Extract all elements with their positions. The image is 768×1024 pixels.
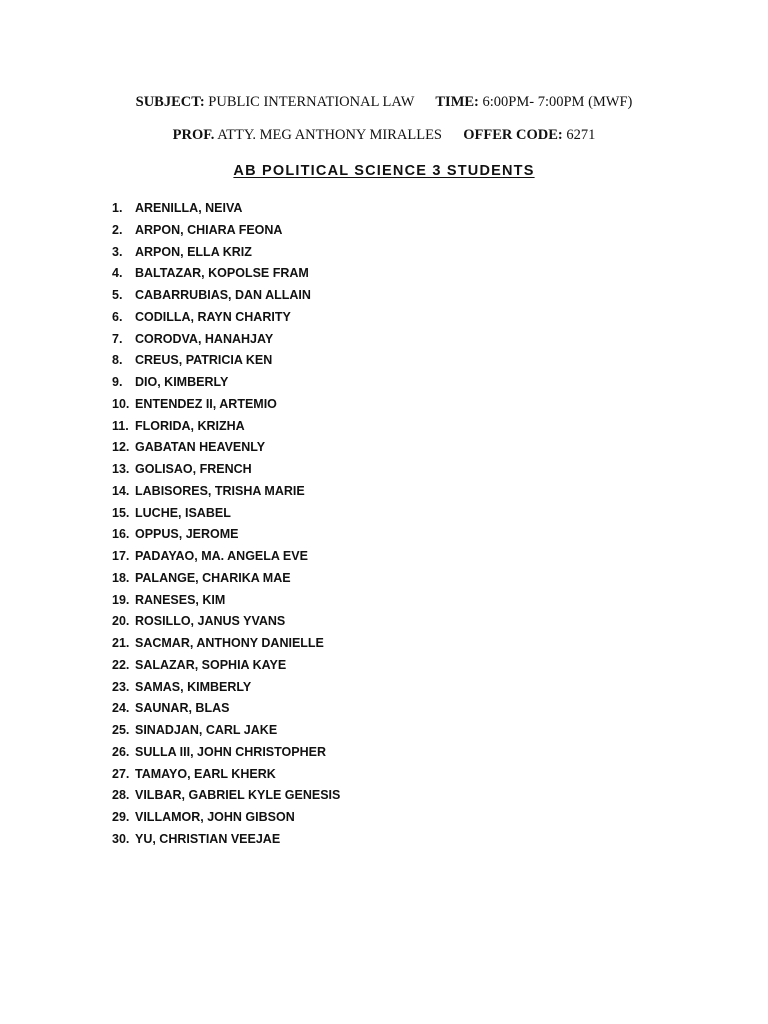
student-list-item bbox=[112, 395, 340, 417]
student-number: 27. bbox=[112, 766, 130, 781]
student-name: DIO, KIMBERLY bbox=[135, 375, 229, 389]
subject-time-line bbox=[0, 94, 768, 111]
student-number: 15. bbox=[112, 505, 130, 520]
student-list bbox=[112, 199, 340, 852]
student-number: 29. bbox=[112, 810, 130, 824]
student-name: YU, CHRISTIAN VEEJAE bbox=[135, 831, 281, 846]
student-list-item bbox=[112, 504, 340, 526]
student-number: 9. bbox=[112, 375, 123, 389]
time-value: 6:00PM- 7:00PM (MWF) bbox=[482, 94, 633, 110]
student-name: PADAYAO, MA. ANGELA EVE bbox=[135, 549, 308, 563]
student-number: 14. bbox=[112, 483, 130, 498]
prof-value: ATTY. MEG ANTHONY MIRALLES bbox=[217, 127, 442, 143]
student-name: SINADJAN, CARL JAKE bbox=[135, 723, 278, 737]
student-list-item bbox=[112, 482, 340, 504]
student-number: 19. bbox=[112, 592, 130, 607]
student-list-item bbox=[112, 830, 340, 852]
student-list-item bbox=[112, 808, 340, 830]
student-name: SAUNAR, BLAS bbox=[135, 701, 230, 716]
student-number: 12. bbox=[112, 440, 130, 455]
student-number: 11. bbox=[112, 418, 129, 433]
subject-value: PUBLIC INTERNATIONAL LAW bbox=[208, 94, 415, 110]
student-list-item bbox=[112, 417, 340, 439]
offer-code-label: OFFER CODE: bbox=[463, 127, 563, 143]
student-list-item bbox=[112, 765, 340, 787]
student-list-item bbox=[112, 569, 340, 591]
student-number: 30. bbox=[112, 831, 130, 846]
student-list-item bbox=[112, 199, 340, 221]
student-list-item bbox=[112, 743, 340, 765]
student-list-item bbox=[112, 373, 340, 395]
student-name: ENTENDEZ II, ARTEMIO bbox=[135, 396, 277, 411]
student-number: 21. bbox=[112, 636, 130, 650]
student-name: RANESES, KIM bbox=[135, 592, 226, 607]
student-number: 2. bbox=[112, 222, 123, 237]
student-name: ARPON, CHIARA FEONA bbox=[135, 222, 283, 237]
student-list-item bbox=[112, 286, 340, 308]
student-name: BALTAZAR, KOPOLSE FRAM bbox=[135, 266, 309, 281]
offer-code-value: 6271 bbox=[566, 127, 596, 143]
student-name: ROSILLO, JANUS YVANS bbox=[135, 614, 286, 629]
student-list-item bbox=[112, 438, 340, 460]
student-name: SALAZAR, SOPHIA KAYE bbox=[135, 657, 287, 672]
prof-label: PROF. bbox=[172, 127, 215, 143]
student-list-item bbox=[112, 351, 340, 373]
student-list-item bbox=[112, 243, 340, 265]
student-number: 23. bbox=[112, 679, 130, 694]
student-name: PALANGE, CHARIKA MAE bbox=[135, 570, 291, 585]
student-name: LABISORES, TRISHA MARIE bbox=[135, 483, 305, 498]
student-number: 1. bbox=[112, 201, 123, 215]
student-number: 10. bbox=[112, 396, 130, 411]
student-number: 3. bbox=[112, 244, 123, 259]
student-number: 6. bbox=[112, 309, 123, 324]
student-name: CORODVA, HANAHJAY bbox=[135, 331, 274, 346]
class-heading: AB POLITICAL SCIENCE 3 STUDENTS bbox=[233, 163, 535, 179]
student-name: LUCHE, ISABEL bbox=[135, 505, 231, 520]
student-name: GABATAN HEAVENLY bbox=[135, 440, 266, 455]
student-number: 26. bbox=[112, 744, 130, 759]
student-number: 4. bbox=[112, 266, 123, 281]
student-number: 17. bbox=[112, 549, 130, 563]
student-list-item bbox=[112, 656, 340, 678]
student-list-item bbox=[112, 591, 340, 613]
student-number: 13. bbox=[112, 462, 130, 476]
student-name: SAMAS, KIMBERLY bbox=[135, 679, 252, 694]
student-name: SULLA III, JOHN CHRISTOPHER bbox=[135, 744, 326, 759]
student-name: CABARRUBIAS, DAN ALLAIN bbox=[135, 288, 311, 302]
student-list-item bbox=[112, 330, 340, 352]
student-name: VILBAR, GABRIEL KYLE GENESIS bbox=[135, 788, 341, 803]
student-list-item bbox=[112, 721, 340, 743]
student-list-item bbox=[112, 221, 340, 243]
student-list-item bbox=[112, 547, 340, 569]
student-number: 25. bbox=[112, 723, 130, 737]
student-list-item bbox=[112, 525, 340, 547]
student-list-item bbox=[112, 612, 340, 634]
student-name: ARPON, ELLA KRIZ bbox=[135, 244, 252, 259]
time-label: TIME: bbox=[435, 94, 479, 110]
student-name: ARENILLA, NEIVA bbox=[135, 201, 243, 215]
student-list-item bbox=[112, 264, 340, 286]
student-number: 8. bbox=[112, 353, 123, 368]
student-name: SACMAR, ANTHONY DANIELLE bbox=[135, 636, 324, 650]
student-number: 24. bbox=[112, 701, 130, 716]
student-name: OPPUS, JEROME bbox=[135, 527, 239, 542]
subject-label: SUBJECT: bbox=[135, 94, 205, 110]
student-number: 5. bbox=[112, 288, 123, 302]
student-number: 16. bbox=[112, 527, 130, 542]
student-list-item bbox=[112, 460, 340, 482]
student-list-item bbox=[112, 678, 340, 700]
student-name: VILLAMOR, JOHN GIBSON bbox=[135, 810, 295, 824]
student-name: GOLISAO, FRENCH bbox=[135, 462, 252, 476]
prof-offer-line bbox=[0, 127, 768, 144]
student-number: 18. bbox=[112, 570, 130, 585]
student-number: 7. bbox=[112, 331, 123, 346]
student-number: 20. bbox=[112, 614, 130, 629]
student-list-item bbox=[112, 634, 340, 656]
student-list-item bbox=[112, 308, 340, 330]
student-list-item bbox=[112, 699, 340, 721]
student-name: CREUS, PATRICIA KEN bbox=[135, 353, 273, 368]
student-number: 28. bbox=[112, 788, 130, 803]
student-name: CODILLA, RAYN CHARITY bbox=[135, 309, 291, 324]
student-name: TAMAYO, EARL KHERK bbox=[135, 766, 276, 781]
student-name: FLORIDA, KRIZHA bbox=[135, 418, 245, 433]
student-list-item bbox=[112, 786, 340, 808]
student-number: 22. bbox=[112, 657, 130, 672]
